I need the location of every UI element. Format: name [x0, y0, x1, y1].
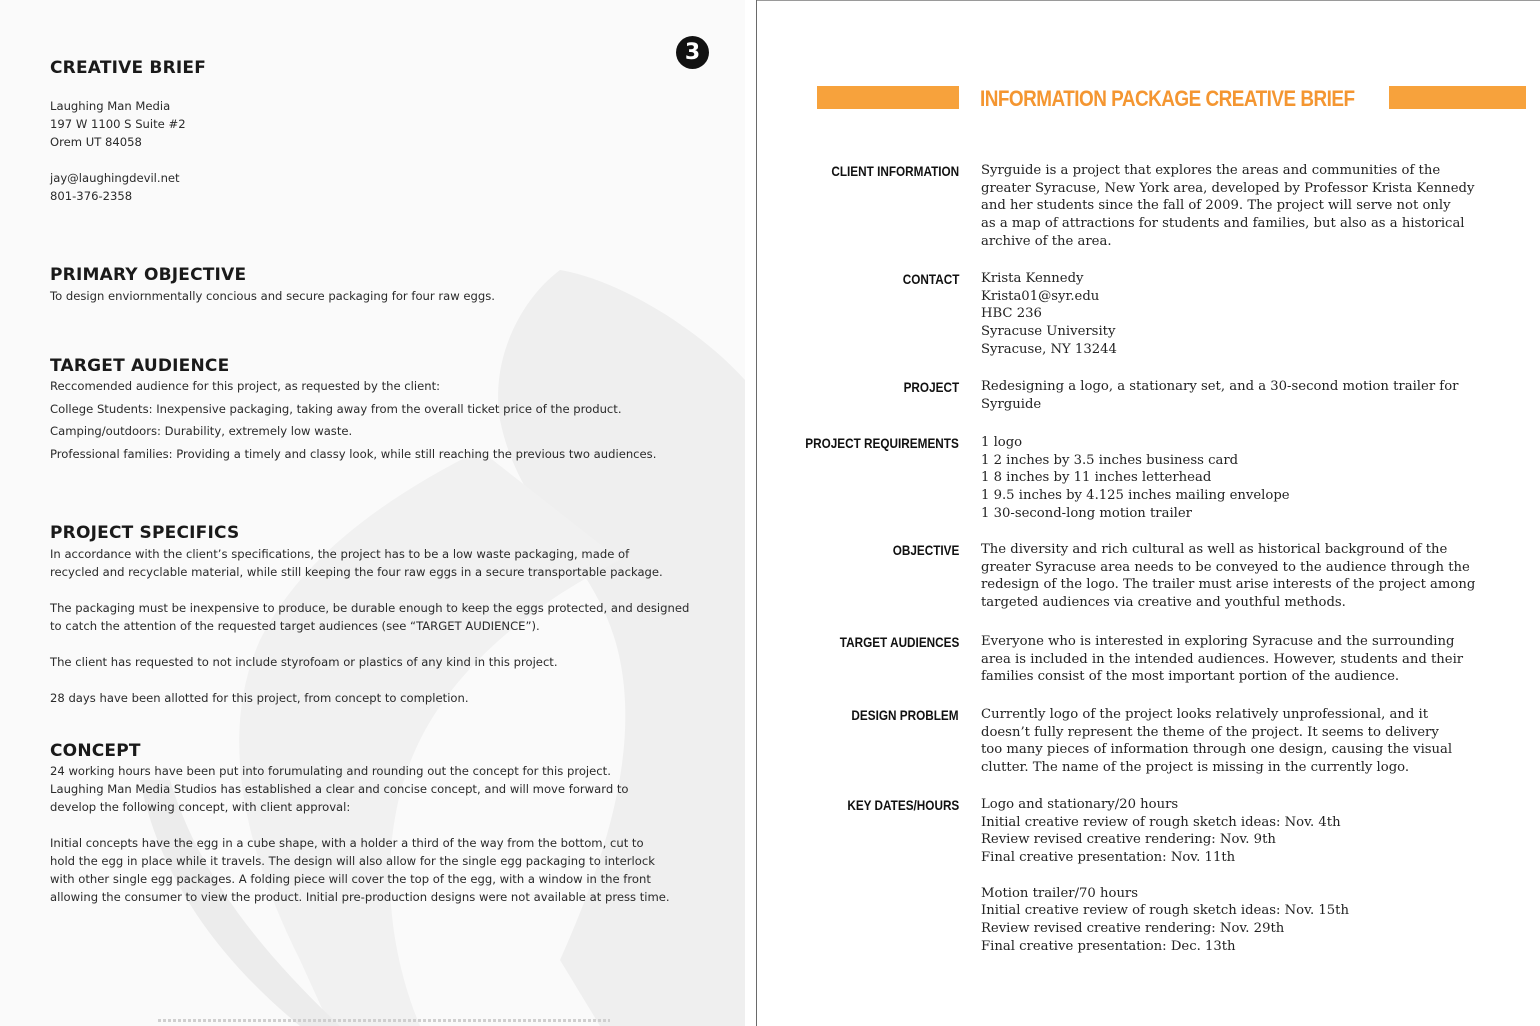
project-line: Redesigning a logo, a stationary set, and a 30-second motion trailer for — [981, 379, 1459, 394]
info-package-title: INFORMATION PACKAGE CREATIVE BRIEF — [980, 86, 1355, 111]
requirement-line: 1 9.5 inches by 4.125 inches mailing envelope — [981, 488, 1290, 504]
design-problem-line: clutter. The name of the project is missing in the currently logo. — [981, 760, 1410, 776]
project-specifics-heading: PROJECT SPECIFICS — [50, 523, 240, 543]
audiences-line: area is included in the intended audiences. However, students and their — [981, 651, 1464, 667]
creative-brief-title: CREATIVE BRIEF — [50, 58, 207, 78]
design-problem-line: Currently logo of the project looks relatively unprofessional, and it — [981, 707, 1429, 722]
primary-objective-heading: PRIMARY OBJECTIVE — [50, 265, 247, 285]
objective-line: targeted audiences via creative and youthful methods. — [981, 595, 1346, 611]
left-page — [0, 0, 745, 1026]
project-line: Syrguide — [981, 396, 1042, 412]
title-bar-left — [817, 86, 959, 109]
specifics-line: to catch the attention of the requested target audiences (see “TARGET AUDIENCE”). — [50, 619, 540, 633]
concept-text — [50, 762, 670, 906]
client-information-label: CLIENT INFORMATION — [831, 163, 959, 179]
key-date-line: Motion trailer/70 hours — [981, 885, 1139, 901]
design-problem-label: DESIGN PROBLEM — [851, 707, 959, 723]
contact-label: CONTACT — [902, 271, 959, 287]
key-dates-text — [981, 796, 1431, 955]
target-audiences-label: TARGET AUDIENCES — [839, 634, 959, 650]
key-dates-label: KEY DATES/HOURS — [847, 797, 959, 813]
design-problem-line: too many pieces of information through one design, causing the visual — [981, 742, 1453, 758]
project-label: PROJECT — [903, 379, 959, 395]
key-date-line: Review revised creative rendering: Nov. 9th — [981, 832, 1276, 848]
company-contact — [50, 169, 180, 205]
specifics-line: The client has requested to not include styrofoam or plastics of any kind in this project. — [50, 655, 558, 669]
audiences-line: families consist of the most important portion of the audience. — [981, 669, 1400, 685]
right-page-top-border — [757, 0, 1540, 1]
contact-line: HBC 236 — [981, 306, 1042, 322]
key-date-line: Initial creative review of rough sketch ideas: Nov. 15th — [981, 903, 1349, 919]
requirement-line: 1 2 inches by 3.5 inches business card — [981, 452, 1239, 468]
client-info-line: and her students since the fall of 2009. The project will serve not only — [981, 198, 1451, 214]
concept-line: with other single egg packages. A folding piece will cover the top of the egg, with a window in the front — [50, 872, 651, 886]
email-text: jay@laughingdevil.net — [50, 171, 180, 185]
target-audience-text — [50, 375, 656, 466]
key-date-line: Final creative presentation: Dec. 13th — [981, 938, 1236, 954]
key-date-line: Review revised creative rendering: Nov. 29th — [981, 920, 1285, 936]
project-requirements-text — [981, 434, 1431, 523]
specifics-line: The packaging must be inexpensive to produce, be durable enough to keep the eggs protected, and designed — [50, 601, 690, 615]
audiences-line: Everyone who is interested in exploring Syracuse and the surrounding — [981, 634, 1455, 649]
specifics-line: 28 days have been allotted for this project, from concept to completion. — [50, 691, 469, 705]
concept-line: hold the egg in place while it travels. The design will also allow for the single egg packaging to interlock — [50, 854, 655, 868]
objective-line: The diversity and rich cultural as well as historical background of the — [981, 542, 1448, 557]
project-text — [981, 378, 1459, 413]
client-info-line: archive of the area. — [981, 233, 1112, 249]
contact-text — [981, 270, 1431, 359]
client-info-line: as a map of attractions for students and families, but also as a historical — [981, 216, 1465, 232]
client-info-line: greater Syracuse, New York area, developed by Professor Krista Kennedy — [981, 180, 1475, 196]
contact-line: Syracuse University — [981, 324, 1116, 340]
project-specifics-text — [50, 545, 689, 707]
page-number-badge: 3 — [676, 36, 709, 69]
objective-text — [981, 541, 1476, 612]
audience-line: Camping/outdoors: Durability, extremely low waste. — [50, 424, 353, 439]
client-info-line: Syrguide is a project that explores the areas and communities of the — [981, 163, 1441, 178]
address-line: 197 W 1100 S Suite #2 — [50, 117, 186, 131]
specifics-line: In accordance with the client’s specifications, the project has to be a low waste packaging, made of — [50, 547, 630, 561]
key-date-line: Initial creative review of rough sketch ideas: Nov. 4th — [981, 814, 1341, 830]
contact-line: Syracuse, NY 13244 — [981, 341, 1117, 357]
objective-line: redesign of the logo. The trailer must arise interests of the project among — [981, 577, 1476, 593]
objective-line: greater Syracuse area needs to be conveyed to the audience through the — [981, 559, 1470, 575]
audience-line: College Students: Inexpensive packaging, taking away from the overall ticket price of the product. — [50, 401, 622, 416]
key-date-line: Final creative presentation: Nov. 11th — [981, 850, 1236, 866]
concept-heading: CONCEPT — [50, 741, 141, 761]
design-problem-text — [981, 706, 1453, 777]
audience-line: Professional families: Providing a timely and classy look, while still reaching the previous two audiences. — [50, 447, 657, 462]
requirement-line: 1 logo — [981, 435, 1023, 450]
requirement-line: 1 8 inches by 11 inches letterhead — [981, 470, 1212, 486]
target-audience-heading: TARGET AUDIENCE — [50, 356, 230, 376]
contact-line: Krista01@syr.edu — [981, 288, 1100, 304]
title-bar-right — [1389, 86, 1526, 109]
phone-text: 801-376-2358 — [50, 189, 133, 203]
concept-line: develop the following concept, with client approval: — [50, 800, 351, 814]
design-problem-line: doesn’t fully represent the theme of the project. It seems to delivery — [981, 724, 1439, 740]
client-information-text — [981, 162, 1475, 251]
footer-fine-print — [158, 1019, 610, 1022]
concept-line: 24 working hours have been put into forumulating and rounding out the concept for this project. — [50, 764, 611, 778]
requirement-line: 1 30-second-long motion trailer — [981, 505, 1192, 521]
concept-line: Laughing Man Media Studios has established a clear and concise concept, and will move forward to — [50, 782, 629, 796]
concept-line: Initial concepts have the egg in a cube shape, with a holder a third of the way from the bottom, cut to — [50, 836, 644, 850]
contact-line: Krista Kennedy — [981, 271, 1084, 286]
audience-line: Reccomended audience for this project, as requested by the client: — [50, 379, 441, 393]
company-address — [50, 97, 186, 151]
primary-objective-text: To design enviornmentally concious and secure packaging for four raw eggs. — [50, 289, 495, 303]
target-audiences-text — [981, 633, 1464, 686]
key-date-line: Logo and stationary/20 hours — [981, 797, 1179, 812]
objective-label: OBJECTIVE — [892, 542, 959, 558]
address-line: Laughing Man Media — [50, 99, 171, 113]
address-line: Orem UT 84058 — [50, 135, 142, 149]
concept-line: allowing the consumer to view the product. Initial pre-production designs were not available at press time. — [50, 890, 670, 904]
specifics-line: recycled and recyclable material, while still keeping the four raw eggs in a secure transportable package. — [50, 565, 663, 579]
project-requirements-label: PROJECT REQUIREMENTS — [805, 435, 959, 451]
